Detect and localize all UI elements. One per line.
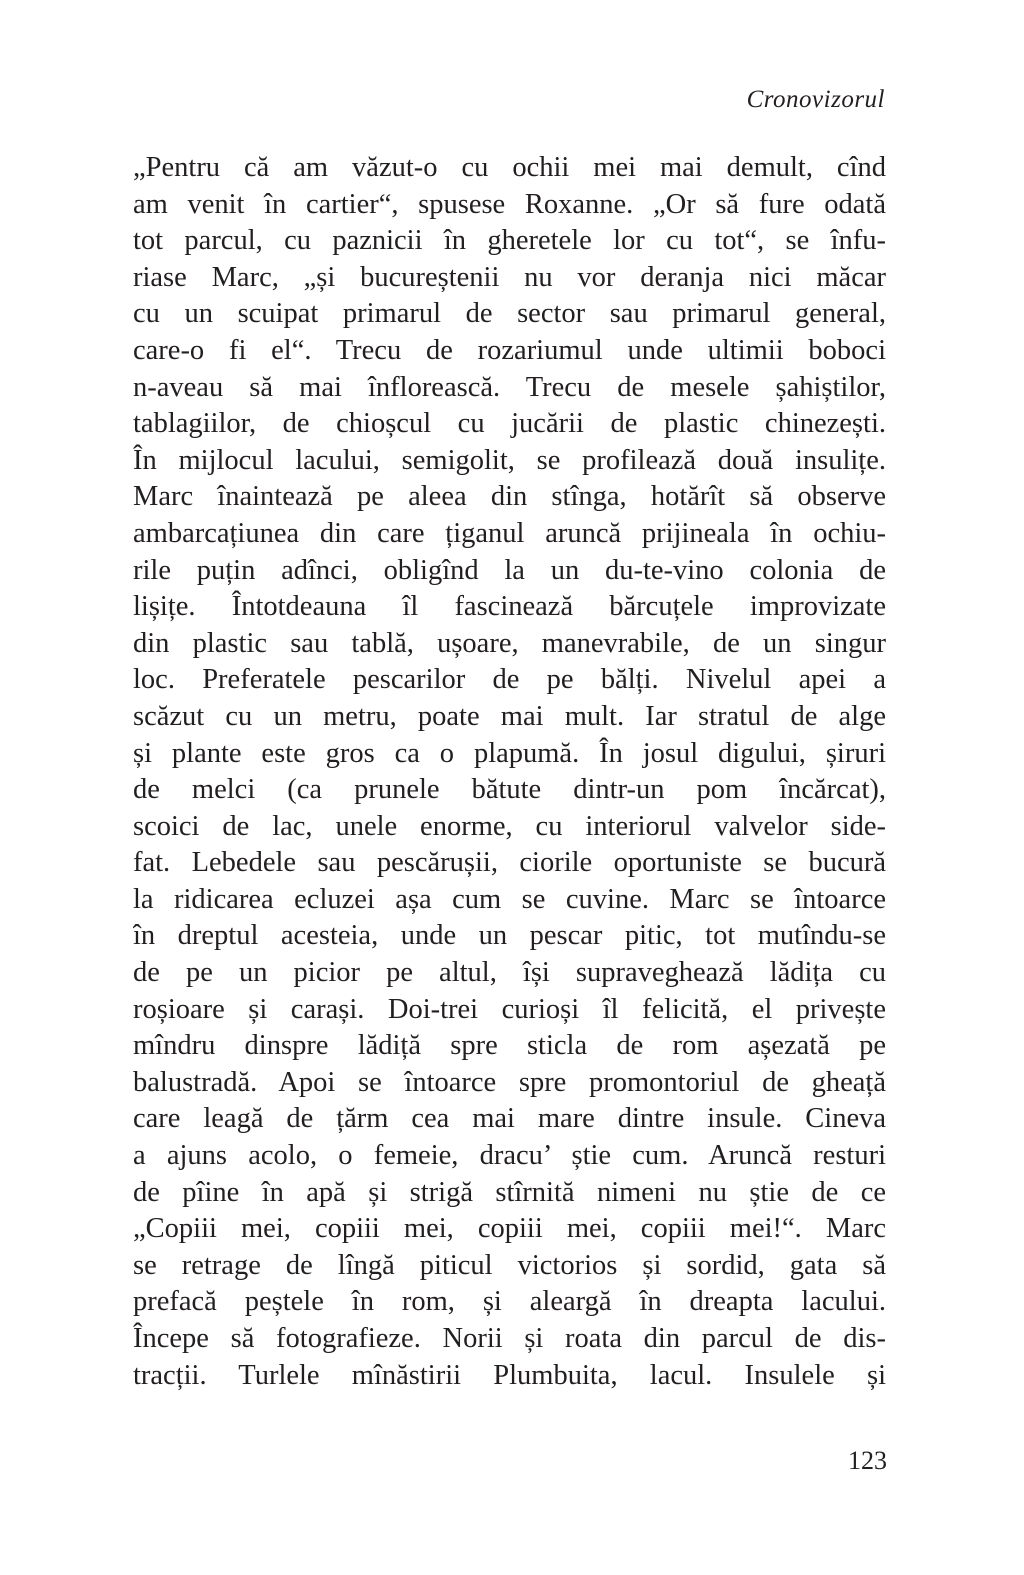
text-line: la ridicarea ecluzei așa cum se cuvine. Marc se întoarce [133,883,886,915]
text-line: tot parcul, cu paznicii în gheretele lor cu tot“, se înfu- [133,225,886,257]
text-line: În mijlocul lacului, semigolit, se profilează două insulițe. [133,444,886,476]
text-line: care leagă de țărm cea mai mare dintre insule. Cineva [133,1103,886,1135]
text-line: cu un scuipat primarul de sector sau primarul general, [133,298,886,330]
text-line: scăzut cu un metru, poate mai mult. Iar stratul de alge [133,700,886,732]
text-line: tracții. Turlele mînăstirii Plumbuita, lacul. Insulele și [133,1359,886,1391]
text-line: loc. Preferatele pescarilor de pe bălți. Nivelul apei a [133,664,886,696]
text-line: scoici de lac, unele enorme, cu interiorul valvelor side- [133,810,886,842]
text-line: Începe să fotografieze. Norii și roata din parcul de dis- [133,1323,886,1354]
text-line: de pe un picior pe altul, își supraveghează lădița cu [133,957,886,989]
text-line: fat. Lebedele sau pescărușii, ciorile oportuniste se bucură [133,847,886,879]
body-text [133,150,886,1394]
text-line: a ajuns acolo, o femeie, dracu’ știe cum. Aruncă resturi [133,1140,886,1172]
text-line: de melci (ca prunele bătute dintr-un pom încărcat), [133,774,886,806]
text-line: Marc înaintează pe aleea din stînga, hotărît să observe [133,481,886,513]
text-line: roșioare și carași. Doi-trei curioși îl felicită, el privește [133,993,886,1025]
text-line: am venit în cartier“, spusese Roxanne. „Or să fure odată [133,188,886,220]
running-header-title: Cronovizorul [746,86,885,113]
text-line: „Pentru că am văzut-o cu ochii mei mai demult, cînd [133,152,886,183]
text-line: în dreptul acesteia, unde un pescar pitic, tot mutîndu-se [133,920,886,952]
text-line: balustradă. Apoi se întoarce spre promontoriul de gheață [133,1066,886,1098]
text-line: mîndru dinspre lădiță spre sticla de rom așezată pe [133,1030,886,1062]
page-number: 123 [848,1446,887,1475]
text-line: de pîine în apă și strigă stîrnită nimeni nu știe de ce [133,1176,886,1208]
text-line: rile puțin adînci, obligînd la un du-te-vino colonia de [133,554,886,586]
text-line: tablagiilor, de chioșcul cu jucării de plastic chinezești. [133,408,886,440]
text-line: din plastic sau tablă, ușoare, manevrabile, de un singur [133,627,886,659]
text-line: ambarcațiunea din care țiganul aruncă prijineala în ochiu- [133,517,886,549]
text-line: riase Marc, „și bucureștenii nu vor deranja nici măcar [133,261,886,293]
text-line: „Copiii mei, copiii mei, copiii mei, copiii mei!“. Marc [133,1213,886,1245]
text-line: care-o fi el“. Trecu de rozariumul unde ultimii boboci [133,334,886,366]
text-line: se retrage de lîngă piticul victorios și sordid, gata să [133,1249,886,1281]
text-line: prefacă peștele în rom, și aleargă în dreapta lacului. [133,1286,886,1318]
text-line: lișițe. Întotdeauna îl fascinează bărcuțele improvizate [133,591,886,623]
text-line: n-aveau să mai înflorească. Trecu de mesele șahiștilor, [133,371,886,403]
text-line: și plante este gros ca o plapumă. În josul digului, șiruri [133,737,886,769]
